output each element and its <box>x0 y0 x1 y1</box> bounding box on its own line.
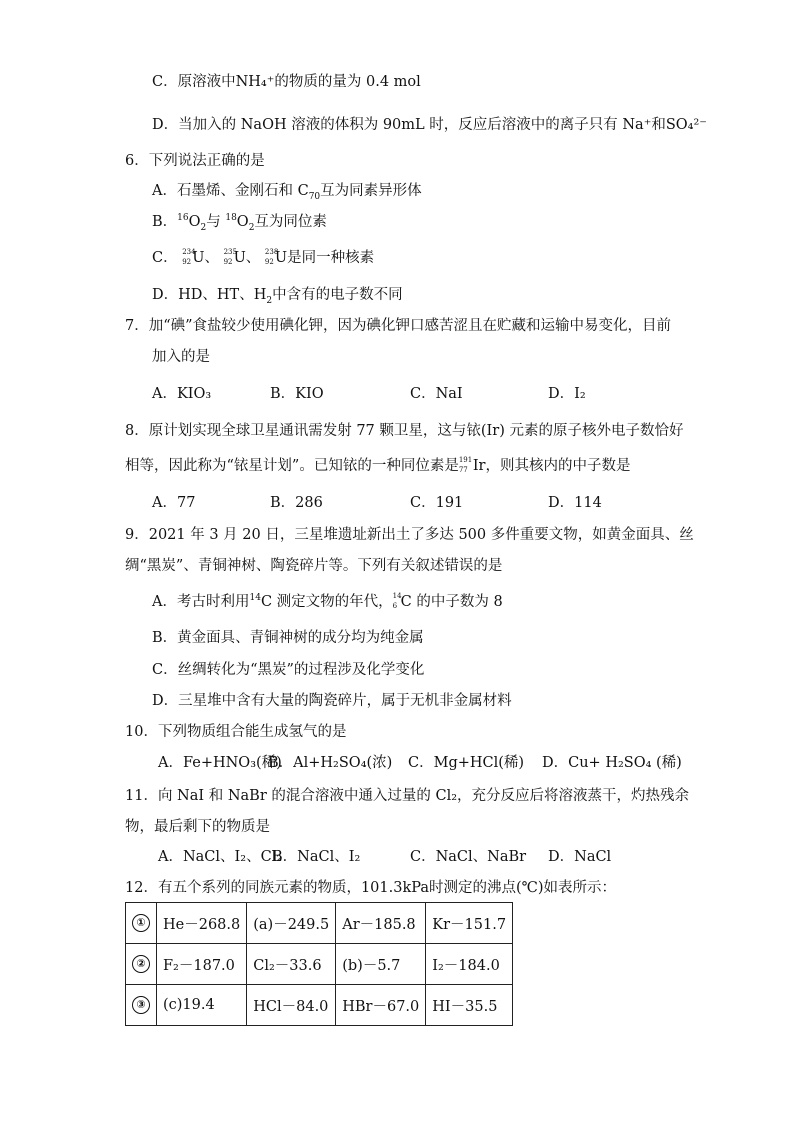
q9-option-a: A．考古时利用$^{14}$C 测定文物的年代， 14 6 C 的中子数为 8 <box>152 592 503 610</box>
q10-stem: 10．下列物质组合能生成氢气的是 <box>125 724 347 740</box>
table-cell: Ar－185.8 <box>336 903 426 944</box>
table-cell: F₂－187.0 <box>157 944 247 985</box>
q6-option-b: B．$^{16}O_2$与 $^{18}O_2$互为同位素 <box>152 213 327 233</box>
q6-stem: 6．下列说法正确的是 <box>125 153 265 169</box>
q8-option-a: A．77 <box>152 495 196 511</box>
q10-option-d: D．Cu+ H₂SO₄ (稀) <box>542 755 682 771</box>
q10-option-b: B．Al+H₂SO₄(浓) <box>268 755 393 771</box>
table-row <box>126 903 513 944</box>
q7-stem-line2: 加入的是 <box>152 349 210 365</box>
q11-option-a: A．NaCl、I₂、Cl₂ <box>158 849 283 865</box>
q7-stem-line1: 7．加“碘”食盐较少使用碘化钾，因为碘化钾口感苦涩且在贮藏和运输中易变化，目前 <box>125 318 672 334</box>
table-cell: HBr－67.0 <box>336 985 426 1026</box>
table-cell: Kr－151.7 <box>426 903 513 944</box>
q11-stem-line2: 物，最后剩下的物质是 <box>125 819 270 835</box>
q6-option-a: A．石墨烯、金刚石和 $C_{70}$互为同素异形体 <box>152 183 422 202</box>
q9-option-c: C．丝绸转化为“黑炭”的过程涉及化学变化 <box>152 662 425 678</box>
q7-option-a: A．KIO₃ <box>152 386 212 402</box>
q8-option-c: C．191 <box>410 495 464 511</box>
q5-option-c: C．原溶液中NH₄⁺的物质的量为 0.4 mol <box>152 74 421 90</box>
table-cell: Cl₂－33.6 <box>247 944 336 985</box>
boiling-point-table <box>125 902 513 1026</box>
table-cell: I₂－184.0 <box>426 944 513 985</box>
q8-option-d: D．114 <box>548 495 602 511</box>
table-cell: (c)19.4 <box>157 985 247 1026</box>
q7-option-c: C．NaI <box>410 386 463 402</box>
table-cell: He－268.8 <box>157 903 247 944</box>
q6-option-c: C． 234 92 U、 235 92 U、 238 92 U是同一种核素 <box>152 248 375 266</box>
row-index: ③ <box>132 996 150 1014</box>
q9-option-b: B．黄金面具、青铜神树的成分均为纯金属 <box>152 630 424 646</box>
q6-option-d: D．HD、HT、$H_2$中含有的电子数不同 <box>152 287 403 306</box>
q12-stem: 12．有五个系列的同族元素的物质，101.3kPa时测定的沸点(℃)如表所示： <box>125 880 617 896</box>
q11-option-d: D．NaCl <box>548 849 612 865</box>
q8-stem-line1: 8．原计划实现全球卫星通讯需发射 77 颗卫星，这与铱(Ir) 元素的原子核外电子数恰好 <box>125 423 684 439</box>
q9-stem-line1: 9．2021 年 3 月 20 日，三星堆遗址新出土了多达 500 多件重要文物，如黄金面具、丝 <box>125 527 694 543</box>
q11-option-c: C．NaCl、NaBr <box>410 849 527 865</box>
table-cell: HCl－84.0 <box>247 985 336 1026</box>
q8-option-b: B．286 <box>270 495 323 511</box>
q8-stem-line2: 相等，因此称为“铱星计划”。已知铱的一种同位素是 191 77 Ir，则其核内的中子数是 <box>125 456 631 474</box>
q10-option-c: C．Mg+HCl(稀) <box>408 755 525 771</box>
q11-option-b: B．NaCl、I₂ <box>272 849 361 865</box>
row-index: ① <box>132 914 150 932</box>
table-cell: HI－35.5 <box>426 985 513 1026</box>
q9-stem-line2: 绸“黑炭”、青铜神树、陶瓷碎片等。下列有关叙述错误的是 <box>125 558 503 574</box>
table-row <box>126 985 513 1026</box>
q10-option-a: A．Fe+HNO₃(稀) <box>158 755 282 771</box>
table-cell: (a)－249.5 <box>247 903 336 944</box>
q5-option-d: D．当加入的 NaOH 溶液的体积为 90mL 时，反应后溶液中的离子只有 Na⁺和SO₄²⁻ <box>152 117 707 133</box>
table-cell: (b)－5.7 <box>336 944 426 985</box>
q9-option-d: D．三星堆中含有大量的陶瓷碎片，属于无机非金属材料 <box>152 693 512 709</box>
q11-stem-line1: 11．向 NaI 和 NaBr 的混合溶液中通入过量的 Cl₂，充分反应后将溶液蒸干，灼热残余 <box>125 788 690 804</box>
q7-option-d: D．I₂ <box>548 386 586 402</box>
row-index: ② <box>132 955 150 973</box>
table-row <box>126 944 513 985</box>
q7-option-b: B．KIO <box>270 386 324 402</box>
